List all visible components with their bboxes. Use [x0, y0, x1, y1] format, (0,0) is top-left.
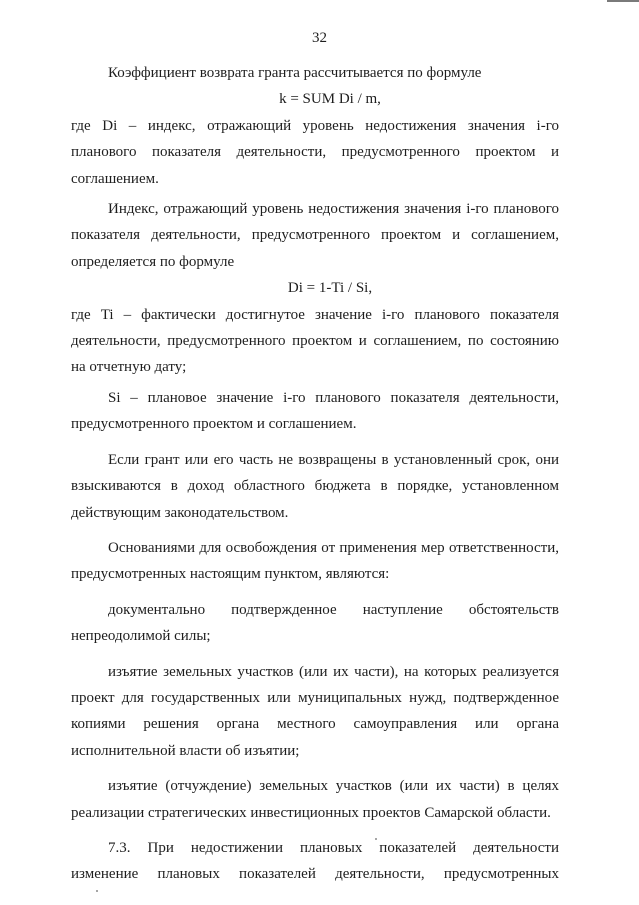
paragraph-grant-recovery: Если грант или его часть не возвращены в установленный срок, они взыскиваются в доход областного бюджета в порядке, установленном действующим законодательством.: [71, 451, 559, 521]
paragraph-formula-intro: Коэффициент возврата гранта рассчитывается по формуле: [108, 65, 482, 81]
paragraph-si-definition: Si – плановое значение i-го планового показателя деятельности, предусмотренного проектом и соглашением.: [71, 389, 559, 433]
paragraph-di-definition: где Di – индекс, отражающий уровень недостижения значения i-го планового показателя деятельности, предусмотренного проектом и соглашением.: [71, 117, 559, 187]
paragraph-land-alienation: изъятие (отчуждение) земельных участков (или их части) в целях реализации стратегических инвестиционных проектов Самарской области.: [71, 778, 559, 821]
page-number: 32: [312, 30, 327, 46]
paragraph-land-seizure: изъятие земельных участков (или их части), на которых реализуется проект для государственных или муниципальных нужд, подтвержденное копиями решения органа местного самоуправления или органа исполнительной власти об изъятии;: [71, 663, 559, 759]
paragraph-section-7-3: 7.3. При недостижении плановых показателей деятельности изменение плановых показателей деятельности, предусмотренных: [71, 839, 559, 883]
paragraph-ti-definition: где Ti – фактически достигнутое значение i-го планового показателя деятельности, предусмотренного проектом и соглашением, по состоянию на отчетную дату;: [71, 306, 559, 376]
paragraph-exemption-grounds: Основаниями для освобождения от применения мер ответственности, предусмотренных настоящим пунктом, являются:: [71, 539, 559, 583]
paragraph-index-intro: Индекс, отражающий уровень недостижения значения i-го планового показателя деятельности, предусмотренного проектом и соглашением, определяется по формуле: [71, 201, 559, 270]
formula-di: Di = 1-Ti / Si,: [287, 280, 373, 297]
formula-k: k = SUM Di / m,: [279, 91, 381, 108]
paragraph-force-majeure: документально подтвержденное наступление обстоятельств непреодолимой силы;: [71, 601, 559, 645]
scan-edge-mark: [607, 0, 639, 2]
scan-speck: [96, 890, 98, 892]
document-body: [71, 60, 559, 888]
